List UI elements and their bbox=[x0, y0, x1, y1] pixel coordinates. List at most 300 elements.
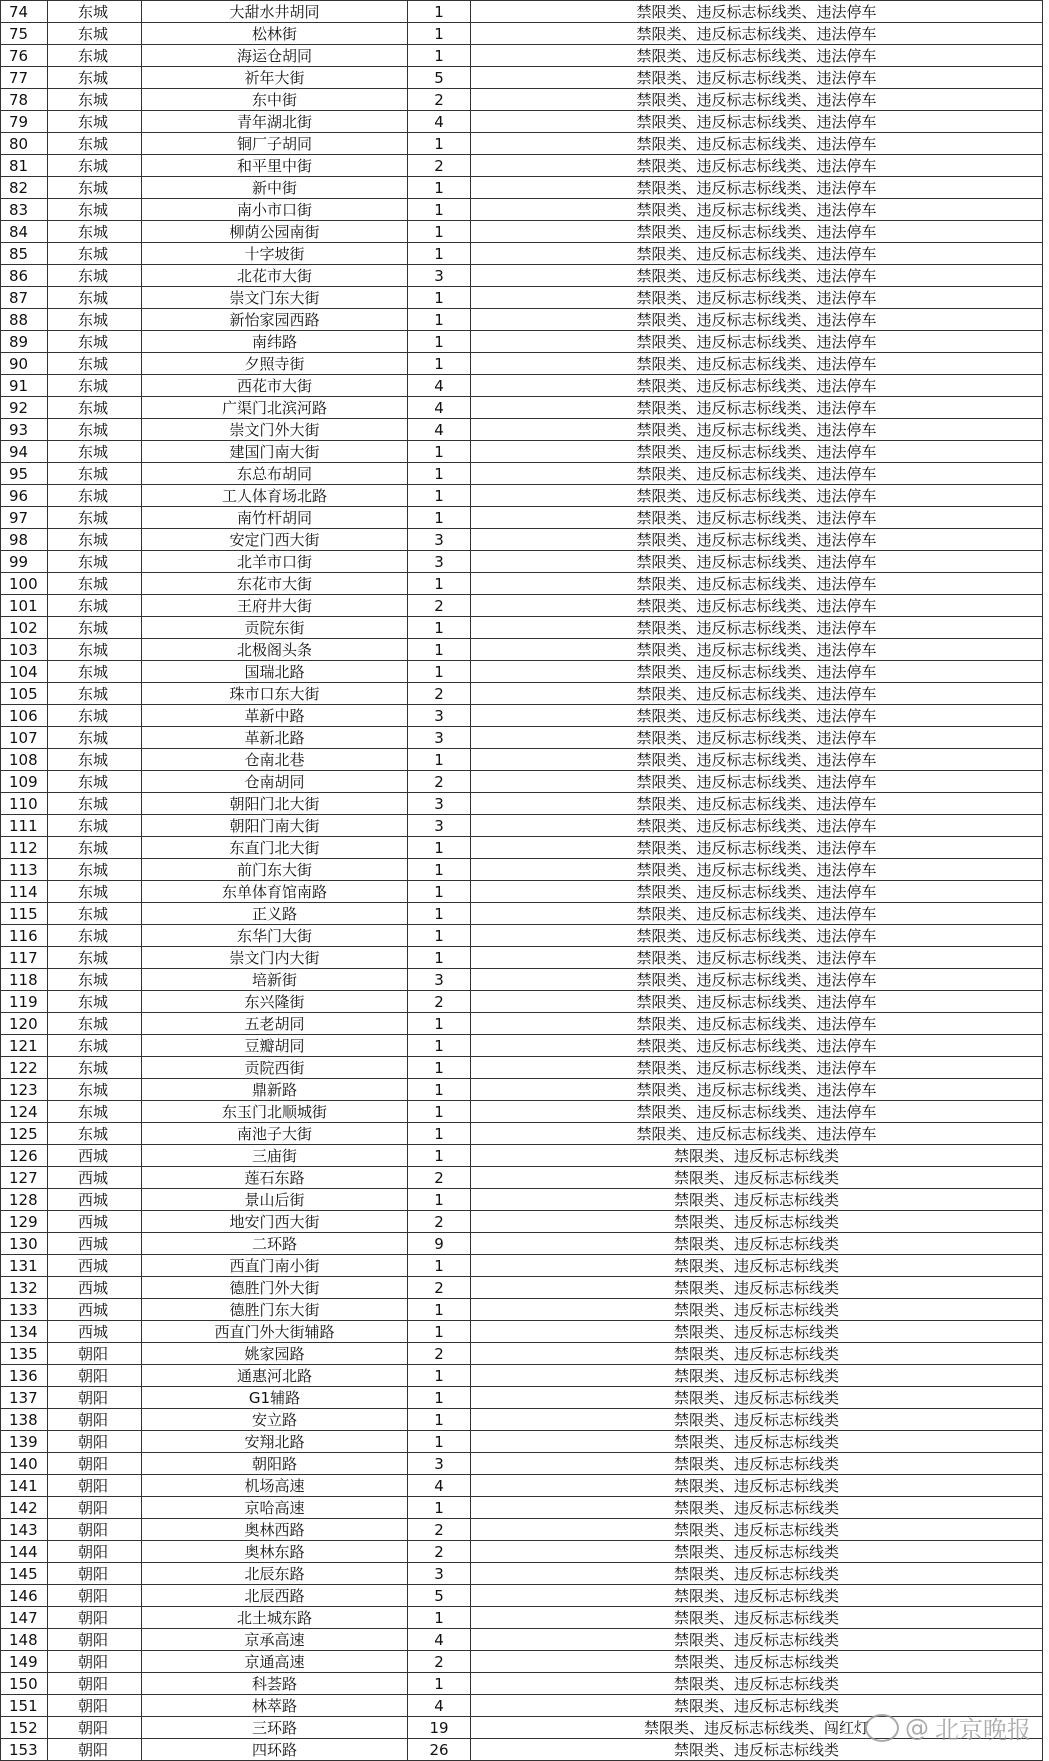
row-number: 83 bbox=[1, 199, 48, 221]
count-cell: 2 bbox=[408, 1167, 471, 1189]
table-row bbox=[1, 1431, 1043, 1453]
table-row bbox=[1, 705, 1043, 727]
count-cell: 1 bbox=[408, 1299, 471, 1321]
row-number: 91 bbox=[1, 375, 48, 397]
district-cell: 朝阳 bbox=[48, 1585, 142, 1607]
district-cell: 东城 bbox=[48, 353, 142, 375]
row-number: 75 bbox=[1, 23, 48, 45]
count-cell: 1 bbox=[408, 1079, 471, 1101]
road-name-cell: 东华门大街 bbox=[142, 925, 408, 947]
row-number: 125 bbox=[1, 1123, 48, 1145]
violation-type-cell: 禁限类、违反标志标线类 bbox=[471, 1453, 1043, 1475]
row-number: 112 bbox=[1, 837, 48, 859]
table-row bbox=[1, 1145, 1043, 1167]
district-cell: 东城 bbox=[48, 287, 142, 309]
table-row bbox=[1, 969, 1043, 991]
road-name-cell: 德胜门东大街 bbox=[142, 1299, 408, 1321]
violation-type-cell: 禁限类、违反标志标线类 bbox=[471, 1211, 1043, 1233]
district-cell: 东城 bbox=[48, 683, 142, 705]
row-number: 140 bbox=[1, 1453, 48, 1475]
violation-type-cell: 禁限类、违反标志标线类、违法停车 bbox=[471, 1101, 1043, 1123]
violation-type-cell: 禁限类、违反标志标线类、违法停车 bbox=[471, 705, 1043, 727]
row-number: 111 bbox=[1, 815, 48, 837]
row-number: 98 bbox=[1, 529, 48, 551]
table-row bbox=[1, 1629, 1043, 1651]
violation-type-cell: 禁限类、违反标志标线类、违法停车 bbox=[471, 133, 1043, 155]
road-name-cell: 京承高速 bbox=[142, 1629, 408, 1651]
violation-type-cell: 禁限类、违反标志标线类 bbox=[471, 1431, 1043, 1453]
road-name-cell: 北辰东路 bbox=[142, 1563, 408, 1585]
district-cell: 西城 bbox=[48, 1277, 142, 1299]
table-row bbox=[1, 815, 1043, 837]
count-cell: 1 bbox=[408, 903, 471, 925]
road-name-cell: 北极阁头条 bbox=[142, 639, 408, 661]
violation-type-cell: 禁限类、违反标志标线类、违法停车 bbox=[471, 397, 1043, 419]
row-number: 78 bbox=[1, 89, 48, 111]
road-name-cell: 正义路 bbox=[142, 903, 408, 925]
violation-type-cell: 禁限类、违反标志标线类、违法停车 bbox=[471, 771, 1043, 793]
district-cell: 东城 bbox=[48, 441, 142, 463]
row-number: 145 bbox=[1, 1563, 48, 1585]
district-cell: 朝阳 bbox=[48, 1387, 142, 1409]
violation-type-cell: 禁限类、违反标志标线类、违法停车 bbox=[471, 837, 1043, 859]
table-row bbox=[1, 1365, 1043, 1387]
count-cell: 26 bbox=[408, 1739, 471, 1761]
row-number: 92 bbox=[1, 397, 48, 419]
table-row bbox=[1, 243, 1043, 265]
count-cell: 3 bbox=[408, 969, 471, 991]
district-cell: 朝阳 bbox=[48, 1453, 142, 1475]
table-row bbox=[1, 749, 1043, 771]
road-name-cell: 奥林西路 bbox=[142, 1519, 408, 1541]
road-name-cell: 鼎新路 bbox=[142, 1079, 408, 1101]
violation-type-cell: 禁限类、违反标志标线类、违法停车 bbox=[471, 947, 1043, 969]
district-cell: 东城 bbox=[48, 375, 142, 397]
row-number: 124 bbox=[1, 1101, 48, 1123]
row-number: 95 bbox=[1, 463, 48, 485]
district-cell: 朝阳 bbox=[48, 1431, 142, 1453]
table-row bbox=[1, 595, 1043, 617]
violation-type-cell: 禁限类、违反标志标线类、违法停车 bbox=[471, 617, 1043, 639]
district-cell: 朝阳 bbox=[48, 1343, 142, 1365]
district-cell: 东城 bbox=[48, 903, 142, 925]
road-name-cell: 新怡家园西路 bbox=[142, 309, 408, 331]
table-row bbox=[1, 793, 1043, 815]
district-cell: 东城 bbox=[48, 881, 142, 903]
row-number: 80 bbox=[1, 133, 48, 155]
violation-type-cell: 禁限类、违反标志标线类 bbox=[471, 1167, 1043, 1189]
violation-type-cell: 禁限类、违反标志标线类 bbox=[471, 1189, 1043, 1211]
count-cell: 2 bbox=[408, 1651, 471, 1673]
district-cell: 东城 bbox=[48, 89, 142, 111]
row-number: 149 bbox=[1, 1651, 48, 1673]
row-number: 129 bbox=[1, 1211, 48, 1233]
road-name-cell: 西直门外大街辅路 bbox=[142, 1321, 408, 1343]
count-cell: 1 bbox=[408, 639, 471, 661]
count-cell: 1 bbox=[408, 1673, 471, 1695]
violation-type-cell: 禁限类、违反标志标线类、闯红灯 bbox=[471, 1717, 1043, 1739]
count-cell: 1 bbox=[408, 45, 471, 67]
district-cell: 东城 bbox=[48, 155, 142, 177]
count-cell: 1 bbox=[408, 485, 471, 507]
district-cell: 东城 bbox=[48, 771, 142, 793]
violation-type-cell: 禁限类、违反标志标线类、违法停车 bbox=[471, 903, 1043, 925]
row-number: 102 bbox=[1, 617, 48, 639]
road-name-cell: 景山后街 bbox=[142, 1189, 408, 1211]
road-name-cell: 东总布胡同 bbox=[142, 463, 408, 485]
road-name-cell: 四环路 bbox=[142, 1739, 408, 1761]
count-cell: 2 bbox=[408, 683, 471, 705]
violation-type-cell: 禁限类、违反标志标线类、违法停车 bbox=[471, 331, 1043, 353]
violation-type-cell: 禁限类、违反标志标线类、违法停车 bbox=[471, 45, 1043, 67]
district-cell: 东城 bbox=[48, 265, 142, 287]
row-number: 79 bbox=[1, 111, 48, 133]
count-cell: 1 bbox=[408, 859, 471, 881]
count-cell: 9 bbox=[408, 1233, 471, 1255]
violation-type-cell: 禁限类、违反标志标线类 bbox=[471, 1673, 1043, 1695]
row-number: 128 bbox=[1, 1189, 48, 1211]
table-row bbox=[1, 1277, 1043, 1299]
violation-type-cell: 禁限类、违反标志标线类、违法停车 bbox=[471, 67, 1043, 89]
road-name-cell: 革新北路 bbox=[142, 727, 408, 749]
row-number: 108 bbox=[1, 749, 48, 771]
district-cell: 东城 bbox=[48, 705, 142, 727]
road-name-cell: 十字坡街 bbox=[142, 243, 408, 265]
violation-type-cell: 禁限类、违反标志标线类、违法停车 bbox=[471, 859, 1043, 881]
district-cell: 东城 bbox=[48, 1, 142, 23]
table-row bbox=[1, 89, 1043, 111]
count-cell: 4 bbox=[408, 1695, 471, 1717]
road-name-cell: 夕照寺街 bbox=[142, 353, 408, 375]
road-name-cell: 东单体育馆南路 bbox=[142, 881, 408, 903]
district-cell: 东城 bbox=[48, 1123, 142, 1145]
road-name-cell: 前门东大街 bbox=[142, 859, 408, 881]
road-name-cell: 朝阳门南大街 bbox=[142, 815, 408, 837]
road-name-cell: 海运仓胡同 bbox=[142, 45, 408, 67]
count-cell: 4 bbox=[408, 397, 471, 419]
row-number: 148 bbox=[1, 1629, 48, 1651]
table-row bbox=[1, 375, 1043, 397]
row-number: 137 bbox=[1, 1387, 48, 1409]
road-name-cell: 南池子大街 bbox=[142, 1123, 408, 1145]
road-name-cell: 北花市大街 bbox=[142, 265, 408, 287]
road-name-cell: 二环路 bbox=[142, 1233, 408, 1255]
violation-type-cell: 禁限类、违反标志标线类、违法停车 bbox=[471, 23, 1043, 45]
violation-type-cell: 禁限类、违反标志标线类、违法停车 bbox=[471, 353, 1043, 375]
district-cell: 西城 bbox=[48, 1189, 142, 1211]
road-name-cell: 地安门西大街 bbox=[142, 1211, 408, 1233]
table-row bbox=[1, 1585, 1043, 1607]
table-row bbox=[1, 353, 1043, 375]
count-cell: 1 bbox=[408, 1145, 471, 1167]
table-row bbox=[1, 1387, 1043, 1409]
row-number: 120 bbox=[1, 1013, 48, 1035]
road-name-cell: 林萃路 bbox=[142, 1695, 408, 1717]
district-cell: 西城 bbox=[48, 1321, 142, 1343]
district-cell: 东城 bbox=[48, 67, 142, 89]
road-name-cell: 祈年大街 bbox=[142, 67, 408, 89]
district-cell: 西城 bbox=[48, 1299, 142, 1321]
violation-type-cell: 禁限类、违反标志标线类、违法停车 bbox=[471, 199, 1043, 221]
count-cell: 1 bbox=[408, 177, 471, 199]
row-number: 113 bbox=[1, 859, 48, 881]
district-cell: 朝阳 bbox=[48, 1717, 142, 1739]
weibo-watermark: @ 北京晚报 bbox=[865, 1710, 1031, 1745]
district-cell: 朝阳 bbox=[48, 1365, 142, 1387]
road-name-cell: 贡院西街 bbox=[142, 1057, 408, 1079]
row-number: 76 bbox=[1, 45, 48, 67]
district-cell: 西城 bbox=[48, 1233, 142, 1255]
road-name-cell: 朝阳门北大街 bbox=[142, 793, 408, 815]
row-number: 81 bbox=[1, 155, 48, 177]
district-cell: 西城 bbox=[48, 1145, 142, 1167]
row-number: 87 bbox=[1, 287, 48, 309]
road-name-cell: 建国门南大街 bbox=[142, 441, 408, 463]
violation-type-cell: 禁限类、违反标志标线类 bbox=[471, 1497, 1043, 1519]
row-number: 89 bbox=[1, 331, 48, 353]
table-row bbox=[1, 177, 1043, 199]
road-name-cell: 南小市口街 bbox=[142, 199, 408, 221]
district-cell: 西城 bbox=[48, 1167, 142, 1189]
violation-type-cell: 禁限类、违反标志标线类、违法停车 bbox=[471, 749, 1043, 771]
violation-type-cell: 禁限类、违反标志标线类、违法停车 bbox=[471, 683, 1043, 705]
table-row bbox=[1, 529, 1043, 551]
district-cell: 东城 bbox=[48, 1057, 142, 1079]
road-name-cell: 德胜门外大街 bbox=[142, 1277, 408, 1299]
row-number: 152 bbox=[1, 1717, 48, 1739]
district-cell: 东城 bbox=[48, 595, 142, 617]
table-row bbox=[1, 111, 1043, 133]
district-cell: 东城 bbox=[48, 397, 142, 419]
district-cell: 东城 bbox=[48, 573, 142, 595]
violation-type-cell: 禁限类、违反标志标线类 bbox=[471, 1321, 1043, 1343]
count-cell: 2 bbox=[408, 1343, 471, 1365]
road-name-cell: 培新街 bbox=[142, 969, 408, 991]
count-cell: 4 bbox=[408, 1475, 471, 1497]
violation-type-cell: 禁限类、违反标志标线类、违法停车 bbox=[471, 287, 1043, 309]
row-number: 153 bbox=[1, 1739, 48, 1761]
table-row bbox=[1, 1101, 1043, 1123]
table-row bbox=[1, 1475, 1043, 1497]
road-name-cell: 西直门南小街 bbox=[142, 1255, 408, 1277]
count-cell: 1 bbox=[408, 221, 471, 243]
violation-type-cell: 禁限类、违反标志标线类 bbox=[471, 1563, 1043, 1585]
row-number: 133 bbox=[1, 1299, 48, 1321]
count-cell: 2 bbox=[408, 1277, 471, 1299]
road-name-cell: 莲石东路 bbox=[142, 1167, 408, 1189]
count-cell: 3 bbox=[408, 1453, 471, 1475]
watermark-text: 北京晚报 bbox=[935, 1716, 1031, 1744]
row-number: 132 bbox=[1, 1277, 48, 1299]
violation-type-cell: 禁限类、违反标志标线类、违法停车 bbox=[471, 375, 1043, 397]
violation-type-cell: 禁限类、违反标志标线类 bbox=[471, 1145, 1043, 1167]
road-name-cell: 松林街 bbox=[142, 23, 408, 45]
row-number: 144 bbox=[1, 1541, 48, 1563]
table-row bbox=[1, 1, 1043, 23]
district-cell: 西城 bbox=[48, 1211, 142, 1233]
violation-type-cell: 禁限类、违反标志标线类、违法停车 bbox=[471, 1079, 1043, 1101]
road-name-cell: 贡院东街 bbox=[142, 617, 408, 639]
row-number: 74 bbox=[1, 1, 48, 23]
row-number: 97 bbox=[1, 507, 48, 529]
district-cell: 东城 bbox=[48, 243, 142, 265]
violation-type-cell: 禁限类、违反标志标线类、违法停车 bbox=[471, 793, 1043, 815]
count-cell: 2 bbox=[408, 771, 471, 793]
district-cell: 东城 bbox=[48, 815, 142, 837]
row-number: 77 bbox=[1, 67, 48, 89]
road-name-cell: 革新中路 bbox=[142, 705, 408, 727]
count-cell: 1 bbox=[408, 353, 471, 375]
road-name-cell: 崇文门外大街 bbox=[142, 419, 408, 441]
table-row bbox=[1, 23, 1043, 45]
table-row bbox=[1, 1607, 1043, 1629]
road-name-cell: 安翔北路 bbox=[142, 1431, 408, 1453]
violation-type-cell: 禁限类、违反标志标线类 bbox=[471, 1343, 1043, 1365]
violation-type-cell: 禁限类、违反标志标线类、违法停车 bbox=[471, 1035, 1043, 1057]
row-number: 94 bbox=[1, 441, 48, 463]
violation-type-cell: 禁限类、违反标志标线类 bbox=[471, 1607, 1043, 1629]
violation-type-cell: 禁限类、违反标志标线类、违法停车 bbox=[471, 991, 1043, 1013]
table-row bbox=[1, 617, 1043, 639]
count-cell: 3 bbox=[408, 793, 471, 815]
table-row bbox=[1, 1123, 1043, 1145]
row-number: 118 bbox=[1, 969, 48, 991]
district-cell: 东城 bbox=[48, 749, 142, 771]
violation-type-cell: 禁限类、违反标志标线类、违法停车 bbox=[471, 441, 1043, 463]
row-number: 139 bbox=[1, 1431, 48, 1453]
district-cell: 东城 bbox=[48, 1013, 142, 1035]
district-cell: 东城 bbox=[48, 45, 142, 67]
row-number: 126 bbox=[1, 1145, 48, 1167]
road-name-cell: 工人体育场北路 bbox=[142, 485, 408, 507]
road-name-cell: 仓南北巷 bbox=[142, 749, 408, 771]
violation-type-cell: 禁限类、违反标志标线类 bbox=[471, 1387, 1043, 1409]
count-cell: 1 bbox=[408, 1255, 471, 1277]
road-name-cell: 豆瓣胡同 bbox=[142, 1035, 408, 1057]
count-cell: 1 bbox=[408, 309, 471, 331]
row-number: 106 bbox=[1, 705, 48, 727]
road-name-cell: 崇文门内大街 bbox=[142, 947, 408, 969]
road-name-cell: 朝阳路 bbox=[142, 1453, 408, 1475]
road-name-cell: 珠市口东大街 bbox=[142, 683, 408, 705]
count-cell: 1 bbox=[408, 1321, 471, 1343]
table-row bbox=[1, 661, 1043, 683]
road-name-cell: 安定门西大街 bbox=[142, 529, 408, 551]
count-cell: 1 bbox=[408, 243, 471, 265]
count-cell: 1 bbox=[408, 1189, 471, 1211]
violation-type-cell: 禁限类、违反标志标线类、违法停车 bbox=[471, 661, 1043, 683]
district-cell: 东城 bbox=[48, 1079, 142, 1101]
road-name-cell: 崇文门东大街 bbox=[142, 287, 408, 309]
violation-type-cell: 禁限类、违反标志标线类、违法停车 bbox=[471, 485, 1043, 507]
weibo-icon bbox=[865, 1714, 899, 1742]
count-cell: 19 bbox=[408, 1717, 471, 1739]
table-row bbox=[1, 1497, 1043, 1519]
count-cell: 1 bbox=[408, 1431, 471, 1453]
row-number: 96 bbox=[1, 485, 48, 507]
row-number: 119 bbox=[1, 991, 48, 1013]
district-cell: 东城 bbox=[48, 639, 142, 661]
row-number: 136 bbox=[1, 1365, 48, 1387]
count-cell: 3 bbox=[408, 551, 471, 573]
table-row bbox=[1, 903, 1043, 925]
table-row bbox=[1, 1409, 1043, 1431]
count-cell: 1 bbox=[408, 1, 471, 23]
table-row bbox=[1, 771, 1043, 793]
table-row bbox=[1, 1343, 1043, 1365]
table-row bbox=[1, 67, 1043, 89]
violation-type-cell: 禁限类、违反标志标线类、违法停车 bbox=[471, 265, 1043, 287]
district-cell: 东城 bbox=[48, 727, 142, 749]
road-name-cell: 东花市大街 bbox=[142, 573, 408, 595]
table-row bbox=[1, 309, 1043, 331]
district-cell: 东城 bbox=[48, 133, 142, 155]
violation-type-cell: 禁限类、违反标志标线类、违法停车 bbox=[471, 309, 1043, 331]
count-cell: 4 bbox=[408, 375, 471, 397]
table-row bbox=[1, 1321, 1043, 1343]
violation-type-cell: 禁限类、违反标志标线类 bbox=[471, 1739, 1043, 1761]
district-cell: 朝阳 bbox=[48, 1695, 142, 1717]
row-number: 101 bbox=[1, 595, 48, 617]
row-number: 122 bbox=[1, 1057, 48, 1079]
district-cell: 东城 bbox=[48, 947, 142, 969]
table-row bbox=[1, 155, 1043, 177]
table-row bbox=[1, 133, 1043, 155]
district-cell: 朝阳 bbox=[48, 1409, 142, 1431]
violation-type-cell: 禁限类、违反标志标线类、违法停车 bbox=[471, 177, 1043, 199]
road-name-cell: 新中街 bbox=[142, 177, 408, 199]
violation-type-cell: 禁限类、违反标志标线类、违法停车 bbox=[471, 573, 1043, 595]
row-number: 147 bbox=[1, 1607, 48, 1629]
road-name-cell: 三庙街 bbox=[142, 1145, 408, 1167]
road-name-cell: 青年湖北街 bbox=[142, 111, 408, 133]
table-row bbox=[1, 1013, 1043, 1035]
count-cell: 1 bbox=[408, 661, 471, 683]
count-cell: 1 bbox=[408, 1497, 471, 1519]
road-name-cell: 五老胡同 bbox=[142, 1013, 408, 1035]
district-cell: 东城 bbox=[48, 925, 142, 947]
road-name-cell: 大甜水井胡同 bbox=[142, 1, 408, 23]
violation-type-cell: 禁限类、违反标志标线类 bbox=[471, 1519, 1043, 1541]
row-number: 99 bbox=[1, 551, 48, 573]
road-name-cell: 东中街 bbox=[142, 89, 408, 111]
table-row bbox=[1, 287, 1043, 309]
table-row bbox=[1, 463, 1043, 485]
district-cell: 东城 bbox=[48, 969, 142, 991]
table-row bbox=[1, 1519, 1043, 1541]
district-cell: 东城 bbox=[48, 309, 142, 331]
violation-type-cell: 禁限类、违反标志标线类 bbox=[471, 1695, 1043, 1717]
violation-type-cell: 禁限类、违反标志标线类、违法停车 bbox=[471, 463, 1043, 485]
row-number: 141 bbox=[1, 1475, 48, 1497]
table-row bbox=[1, 199, 1043, 221]
count-cell: 3 bbox=[408, 705, 471, 727]
count-cell: 4 bbox=[408, 419, 471, 441]
district-cell: 东城 bbox=[48, 221, 142, 243]
row-number: 143 bbox=[1, 1519, 48, 1541]
row-number: 138 bbox=[1, 1409, 48, 1431]
table-row bbox=[1, 1563, 1043, 1585]
road-name-cell: 东兴隆街 bbox=[142, 991, 408, 1013]
district-cell: 东城 bbox=[48, 837, 142, 859]
road-name-cell: 北羊市口街 bbox=[142, 551, 408, 573]
district-cell: 东城 bbox=[48, 485, 142, 507]
table-body bbox=[1, 1, 1043, 1761]
count-cell: 1 bbox=[408, 1387, 471, 1409]
count-cell: 1 bbox=[408, 573, 471, 595]
district-cell: 东城 bbox=[48, 419, 142, 441]
violation-type-cell: 禁限类、违反标志标线类、违法停车 bbox=[471, 1057, 1043, 1079]
